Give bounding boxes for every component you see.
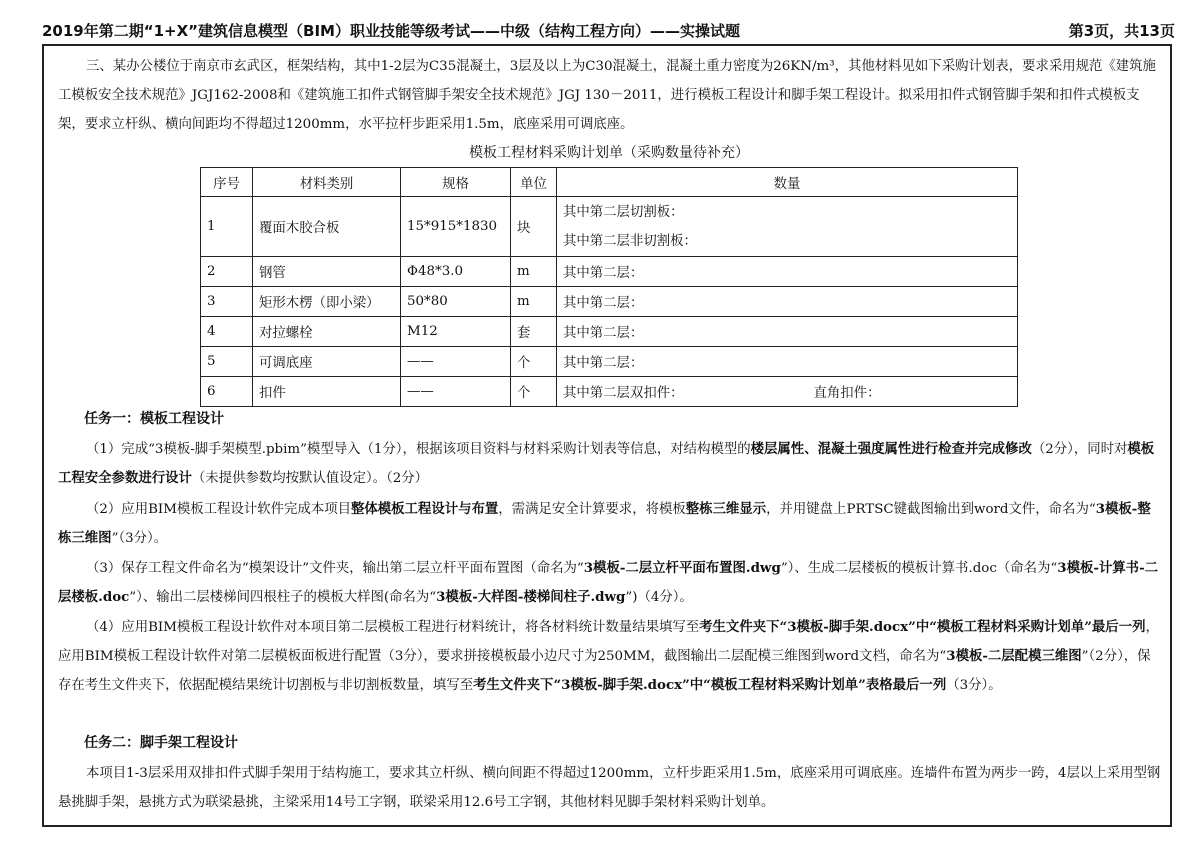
cell-unit: 套 <box>511 317 557 347</box>
text-run-bold: 整栋三维显示 <box>685 501 767 517</box>
text-run: ”）、生成二层楼板的模板计算书.doc（命名为“ <box>780 561 1058 576</box>
question-frame <box>42 44 1172 827</box>
cell-spec: —— <box>401 347 511 377</box>
cell-unit: 块 <box>511 197 557 257</box>
qty-line: 其中第二层切割板： <box>563 204 684 220</box>
text-run: （3）保存工程文件命名为“模架设计”文件夹，输出第二层立杆平面布置图（命名为“ <box>86 561 584 576</box>
cell-qty <box>557 197 1018 257</box>
task2-title: 任务二：脚手架工程设计 <box>84 735 238 751</box>
text-run-bold: 3模板-整栋三维图 <box>58 501 1151 546</box>
cell-unit: m <box>511 287 557 317</box>
page-header <box>42 18 1175 44</box>
cell-qty: 其中第二层： <box>557 287 1018 317</box>
cell-spec: 15*915*1830 <box>401 197 511 257</box>
text-run: ”（3分）。 <box>111 531 168 546</box>
text-run: ”）、输出二层楼梯间四根柱子的模板大样图(命名为“ <box>129 590 437 605</box>
table-row <box>201 257 1018 287</box>
table-caption: 模板工程材料采购计划单（采购数量待补充） <box>469 145 749 161</box>
cell-name: 可调底座 <box>253 347 401 377</box>
text-run: ，并用键盘上PRTSC键截图输出到word文件，命名为“ <box>766 502 1096 517</box>
task1-item-1 <box>58 435 1163 493</box>
text-run-bold: 3模板-大样图-楼梯间柱子.dwg <box>436 589 626 605</box>
text-run: （未提供参数均按默认值设定）。（2分） <box>191 471 429 486</box>
text-run: ，需满足安全计算要求，将模板 <box>498 502 686 517</box>
cell-name: 扣件 <box>253 377 401 407</box>
header-unit: 单位 <box>511 168 557 197</box>
text-run-bold: 考生文件夹下“3模板-脚手架.docx”中“模板工程材料采购计划单”表格最后一列 <box>473 677 947 693</box>
cell-spec: —— <box>401 377 511 407</box>
cell-unit: 个 <box>511 347 557 377</box>
cell-name: 钢管 <box>253 257 401 287</box>
cell-no: 3 <box>201 287 253 317</box>
table-header-row <box>201 168 1018 197</box>
task1-item-4 <box>58 613 1163 700</box>
text-run: ，应用BIM模板工程设计软件对第二层模板面板进行配置（3分），要求拼接模板最小边尺寸为250MM，截图输出二层配模三维图到word文档，命名为“ <box>58 620 1159 664</box>
task1-item-2 <box>58 495 1163 553</box>
text-run: （1）完成“3模板-脚手架模型.pbim”模型导入（1分），根据该项目资料与材料采购计划表等信息，对结构模型的 <box>86 442 751 457</box>
table-row <box>201 347 1018 377</box>
table-row <box>201 317 1018 347</box>
cell-spec: Φ48*3.0 <box>401 257 511 287</box>
text-run-bold: 3模板-计算书-二层楼板.doc <box>58 560 1159 605</box>
exam-title: 2019年第二期“1+X”建筑信息模型（BIM）职业技能等级考试——中级（结构工程方向）——实操试题 <box>42 22 740 40</box>
cell-qty: 其中第二层： <box>557 317 1018 347</box>
text-run-bold: 整体模板工程设计与布置 <box>351 501 499 517</box>
text-run-bold: 楼层属性、混凝土强度属性进行检查并完成修改 <box>750 441 1032 457</box>
text-run: ”（2分），保存在考生文件夹下，依据配模结果统计切割板与非切割板数量，填写至 <box>58 649 1151 693</box>
cell-name: 对拉螺栓 <box>253 317 401 347</box>
intro-paragraph: 三、某办公楼位于南京市玄武区，框架结构，其中1-2层为C35混凝土，3层及以上为C30混凝土，混凝土重力密度为26KN/m³，其他材料见如下采购计划表，要求采用规范《建筑施工模板安全技术规范》JGJ162-2008和《建筑施工扣件式钢管脚手架安全技术规范》JGJ 130－2011，进行模板工程设计和脚手架工程设计。拟采用扣件式钢管脚手架和扣件式模板支架，要求立杆纵、横向间距均不得超过1200mm，水平拉杆步距采用1.5m，底座采用可调底座。 <box>58 59 1156 132</box>
cell-spec: 50*80 <box>401 287 511 317</box>
text-run: （3分）。 <box>946 678 1002 693</box>
text-run: （2）应用BIM模板工程设计软件完成本项目 <box>86 502 351 517</box>
cell-no: 4 <box>201 317 253 347</box>
text-run-bold: 模板工程安全参数进行设计 <box>58 441 1155 486</box>
header-qty: 数量 <box>557 168 1018 197</box>
qty-double-clamp: 其中第二层双扣件： <box>563 386 684 401</box>
cell-unit: 个 <box>511 377 557 407</box>
table-row <box>201 287 1018 317</box>
text-run-bold: 3模板-二层配模三维图 <box>946 648 1082 664</box>
cell-qty: 其中第二层： <box>557 257 1018 287</box>
header-name: 材料类别 <box>253 168 401 197</box>
qty-line: 其中第二层非切割板： <box>563 233 697 249</box>
text-run: （4）应用BIM模板工程设计软件对本项目第二层模板工程进行材料统计，将各材料统计数量结果填写至 <box>86 620 700 635</box>
cell-qty: 其中第二层： <box>557 347 1018 377</box>
cell-no: 5 <box>201 347 253 377</box>
table-row <box>201 377 1018 407</box>
text-run: （2分），同时对 <box>1031 442 1128 457</box>
cell-no: 2 <box>201 257 253 287</box>
table-row <box>201 197 1018 257</box>
text-run-bold: 3模板-二层立杆平面布置图.dwg <box>583 560 781 576</box>
material-table <box>200 167 1018 407</box>
cell-unit: m <box>511 257 557 287</box>
header-spec: 规格 <box>401 168 511 197</box>
text-run-bold: 考生文件夹下“3模板-脚手架.docx”中“模板工程材料采购计划单”最后一列 <box>699 619 1146 635</box>
task1-title: 任务一：模板工程设计 <box>84 411 224 427</box>
cell-spec: M12 <box>401 317 511 347</box>
cell-name: 矩形木楞（即小梁） <box>253 287 401 317</box>
header-no: 序号 <box>201 168 253 197</box>
task2-paragraph: 本项目1-3层采用双排扣件式脚手架用于结构施工，要求其立杆纵、横向间距不得超过1200mm，立杆步距采用1.5m，底座采用可调底座。连墙件布置为两步一跨，4层以上采用型钢悬挑脚手架，悬挑方式为联梁悬挑，主梁采用14号工字钢，联梁采用12.6号工字钢，其他材料见脚手架材料采购计划单。 <box>58 766 1161 810</box>
cell-no: 1 <box>201 197 253 257</box>
task1-item-3 <box>58 554 1163 612</box>
qty-right-angle-clamp: 直角扣件： <box>813 386 881 401</box>
cell-qty <box>557 377 1018 407</box>
page-number: 第3页，共13页 <box>1068 22 1175 40</box>
text-run: ”)（4分）。 <box>625 590 693 605</box>
cell-name: 覆面木胶合板 <box>253 197 401 257</box>
cell-no: 6 <box>201 377 253 407</box>
